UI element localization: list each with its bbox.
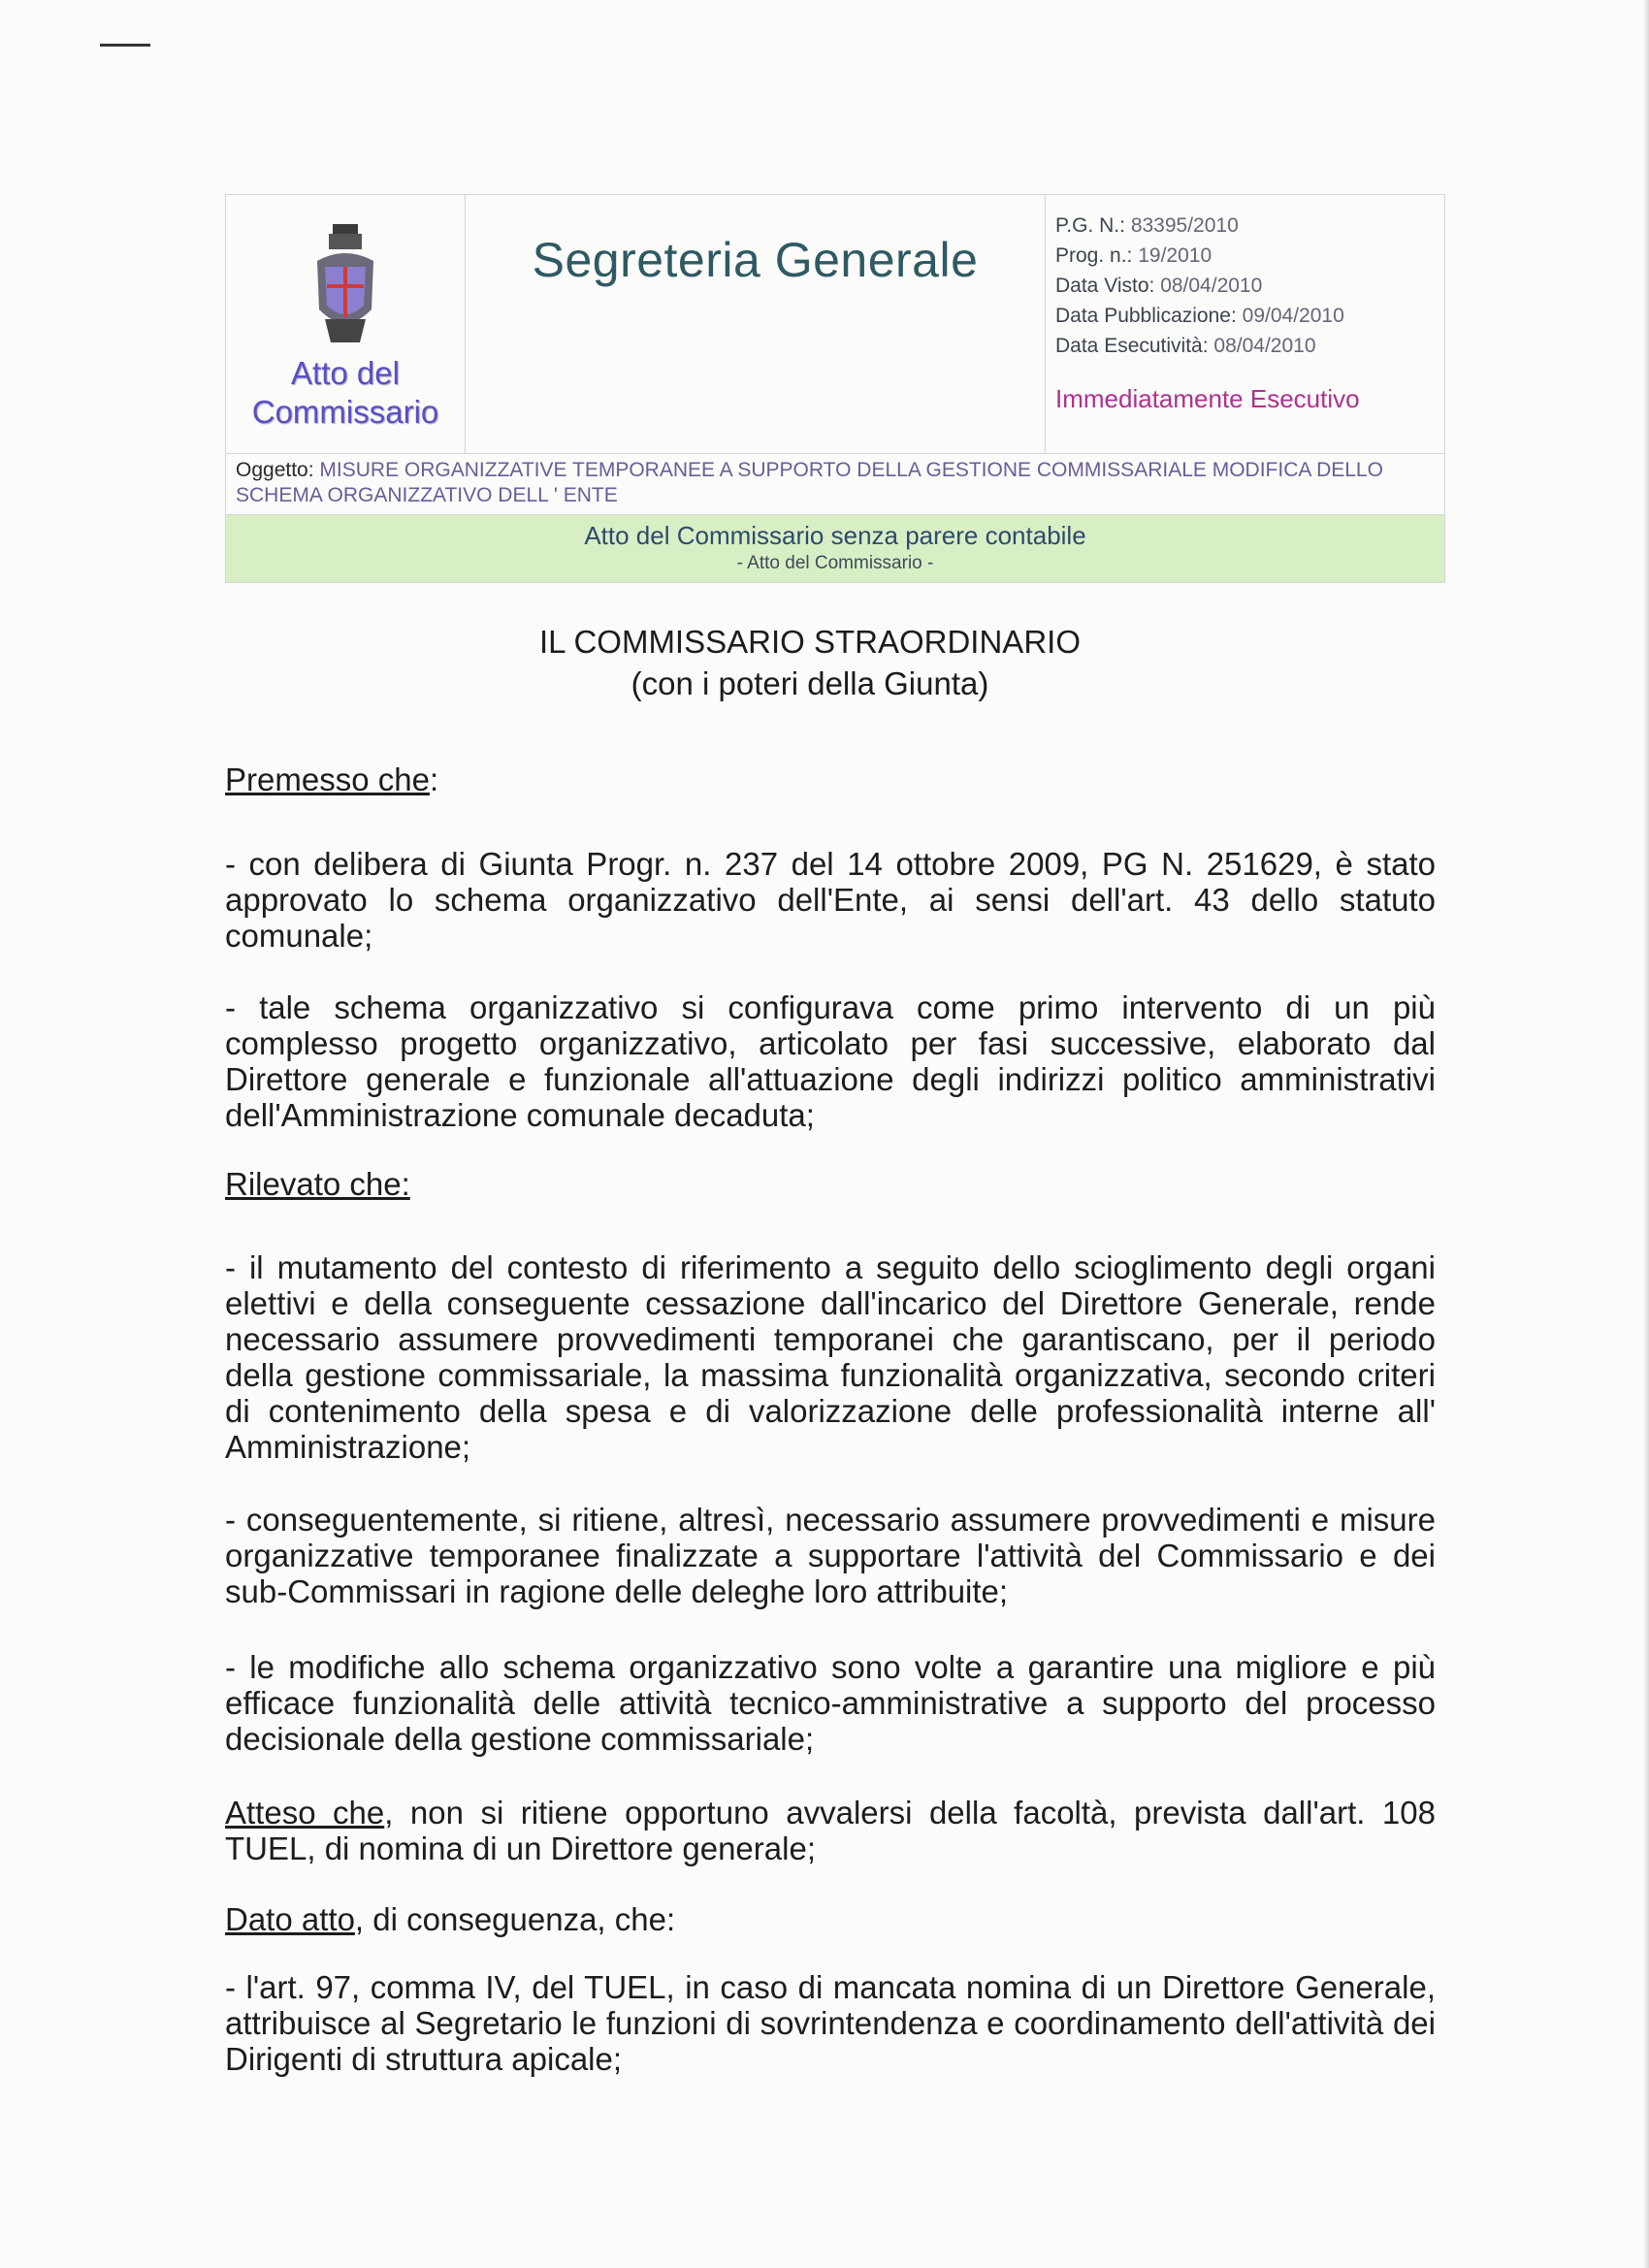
paragraph-1 [225, 846, 1436, 954]
paragraph-6 [225, 1969, 1436, 2077]
info-row-pubblicazione [1055, 301, 1444, 331]
rilevato-heading [225, 1166, 410, 1203]
paragraph-text: - con delibera di Giunta Progr. n. 237 del 14 ottobre 2009, PG N. 251629, è stato approvato lo schema organizzativo dell'Ente, ai sensi dell'art. 43 dello statuto comunale; [225, 846, 1436, 954]
info-row-visto [1055, 271, 1444, 301]
dato-text: , di conseguenza, che: [354, 1901, 676, 1937]
rilevato-label: Rilevato che: [225, 1166, 410, 1202]
dato-heading [225, 1901, 675, 1938]
info-label: Data Pubblicazione: [1055, 305, 1237, 327]
paragraph-4 [225, 1502, 1436, 1609]
info-value: 08/04/2010 [1213, 335, 1316, 357]
paragraph-text: - il mutamento del contesto di riferimento a seguito dello scioglimento degli organi elettivi e della conseguente cessazione dall'incarico del Direttore Generale, rende necessario assumere provvedimenti temporanei che garantiscano, per il periodo della gestione commissariale, la massima funzionalità organizzativa, secondo criteri di contenimento della spesa e di valorizzazione delle professionalità interne all' Amministrazione; [225, 1249, 1436, 1465]
title-cell [466, 194, 1046, 454]
paragraph-3 [225, 1249, 1436, 1465]
info-label: Data Esecutività: [1055, 335, 1209, 357]
atteso-paragraph [225, 1795, 1436, 1866]
logo-label-line2: Commissario [251, 394, 439, 430]
document-heading: IL COMMISSARIO STRAORDINARIO [538, 624, 1081, 660]
document-subheading: (con i poteri della Giunta) [630, 665, 989, 701]
atteso-text: , non si ritiene opportuno avvalersi della facoltà, prevista dall'art. 108 TUEL, di nomina di un Direttore generale; [225, 1795, 1436, 1866]
paragraph-text: - tale schema organizzativo si configurava come primo intervento di un più complesso progetto organizzativo, articolato per fasi successive, elaborato dal Direttore generale e funzionale all'attuazione degli indirizzi politico amministrativi dell'Amministrazione comunale decaduta; [225, 989, 1436, 1133]
act-type-band [225, 515, 1445, 583]
atteso-label: Atteso che [225, 1795, 385, 1831]
subject-label: Oggetto: [236, 459, 314, 481]
info-label: Prog. n.: [1055, 244, 1133, 267]
subject-text: MISURE ORGANIZZATIVE TEMPORANEE A SUPPORTO DELLA GESTIONE COMMISSARIALE MODIFICA DELLO SCHEMA ORGANIZZATIVO DELL ' ENTE [236, 459, 1383, 506]
info-row-esecutivita [1055, 331, 1444, 361]
paragraph-text: - l'art. 97, comma IV, del TUEL, in caso di mancata nomina di un Direttore Generale, attribuisce al Segretario le funzioni di sovrintendenza e coordinamento dell'attività dei Dirigenti di struttura apicale; [225, 1969, 1436, 2077]
header-row [225, 194, 1445, 454]
status-badge: Immediatamente Esecutivo [1055, 384, 1360, 413]
paragraph-text: - conseguentemente, si ritiene, altresì, necessario assumere provvedimenti e misure organizzative temporanee finalizzate a supportare l'attività del Commissario e dei sub-Commissari in ragione delle deleghe loro attribuite; [225, 1502, 1436, 1609]
info-value: 19/2010 [1138, 244, 1212, 267]
logo-label [252, 354, 439, 432]
act-type-line2: - Atto del Commissario - [736, 553, 934, 573]
info-row-prog [1055, 241, 1444, 271]
premesso-heading [225, 761, 438, 798]
protocol-info [1046, 194, 1445, 454]
paragraph-2 [225, 989, 1436, 1133]
page-edge-shadow [1643, 0, 1649, 2268]
info-label: Data Visto: [1055, 275, 1155, 297]
premesso-label: Premesso che [225, 761, 430, 797]
info-value: 83395/2010 [1130, 214, 1239, 237]
paragraph-5 [225, 1649, 1436, 1757]
office-title: Segreteria Generale [532, 233, 979, 287]
document-header [225, 194, 1445, 583]
subject-row [225, 454, 1445, 515]
info-label: P.G. N.: [1055, 214, 1125, 237]
premesso-colon: : [429, 761, 439, 797]
paragraph-text: - le modifiche allo schema organizzativo sono volte a garantire una migliore e più efficace funzionalità delle attività tecnico-amministrative a supporto del processo decisionale della gestione commissariale; [225, 1649, 1436, 1757]
margin-dash-mark [100, 44, 150, 47]
logo-cell [225, 194, 466, 454]
info-value: 08/04/2010 [1160, 275, 1263, 297]
paragraph-atteso [225, 1795, 1436, 1866]
info-row-pg [1055, 211, 1444, 241]
dato-label: Dato atto [225, 1901, 355, 1937]
logo-label-line1: Atto del [291, 355, 400, 391]
act-type-line1: Atto del Commissario senza parere contabile [584, 521, 1086, 550]
info-value: 09/04/2010 [1242, 305, 1344, 327]
city-crest-icon [311, 222, 379, 348]
